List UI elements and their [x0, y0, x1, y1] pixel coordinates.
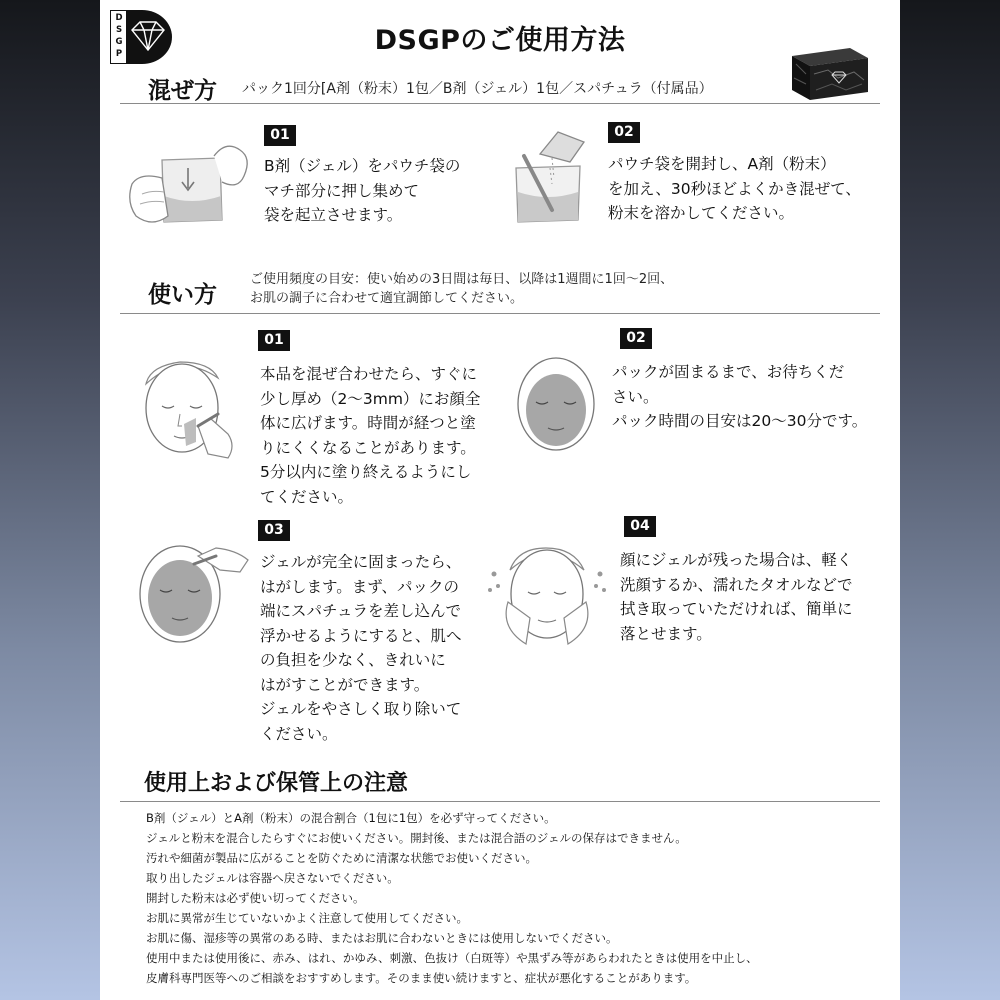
use-step-02-text: パックが固まるまで、お待ちくだ さい。 パック時間の目安は20〜30分です。 — [612, 363, 868, 430]
use-step-03-badge: 03 — [258, 520, 290, 541]
use-step-03-text: ジェルが完全に固まったら、 はがします。まず、パックの 端にスパチュラを差し込んで 浮かせるようにすると、肌へ の負担を少なく、きれいに はがすことができます。 ジェルをやさしく取り除いて ください。 — [260, 553, 462, 743]
caution-item: 汚れや細菌が製品に広がることを防ぐために清潔な状態でお使いください。 — [146, 851, 537, 865]
caution-item: 皮膚科専門医等へのご相談をおすすめします。そのまま使い続けますと、症状が悪化することがあります。 — [146, 971, 697, 985]
product-box-image — [788, 44, 870, 102]
caution-list — [146, 808, 866, 988]
mix-section-note: パック1回分[A剤（粉末）1包／B剤（ジェル）1包／スパチュラ（付属品） — [242, 81, 713, 97]
use-step-04-text: 顔にジェルが残った場合は、軽く 洗顔するか、濡れたタオルなどで 拭き取っていただければ、簡単に 落とせます。 — [620, 551, 853, 643]
face-mask-illustration — [512, 354, 600, 454]
face-peel-illustration — [128, 538, 258, 648]
caution-section-title: 使用上および保管上の注意 — [144, 771, 409, 796]
divider — [120, 801, 880, 802]
use-step-04-badge: 04 — [624, 516, 656, 537]
caution-item: お肌に傷、湿疹等の異常のある時、またはお肌に合わないときには使用しないでください。 — [146, 931, 618, 945]
face-wash-illustration — [486, 540, 608, 650]
use-step-01-badge: 01 — [258, 330, 290, 351]
use-section-title: 使い方 — [148, 282, 217, 308]
divider — [120, 313, 880, 314]
caution-item: 使用中または使用後に、赤み、はれ、かゆみ、刺激、色抜け（白斑等）や黒ずみ等があらわれたときは使用を中止し、 — [146, 951, 758, 965]
mix-step-01-badge: 01 — [264, 125, 296, 146]
caution-item: B剤（ジェル）とA剤（粉末）の混合割合（1包に1包）を必ず守ってください。 — [146, 811, 556, 825]
face-apply-illustration — [136, 354, 256, 464]
caution-item: 開封した粉末は必ず使い切ってください。 — [146, 891, 365, 905]
caution-item: 取り出したジェルは容器へ戻さないでください。 — [146, 871, 399, 885]
caution-item: お肌に異常が生じていないかよく注意して使用してください。 — [146, 911, 468, 925]
instruction-sheet — [100, 0, 900, 1000]
mix-step-02-text: パウチ袋を開封し、A剤（粉末） を加え、30秒ほどよくかき混ぜて、 粉末を溶かしてください。 — [608, 155, 861, 222]
use-section-note: ご使用頻度の目安：使い始めの3日間は毎日、以降は1週間に1回〜2回、 お肌の調子に合わせて適宜調節してください。 — [250, 272, 674, 306]
logo-text: DSGP — [115, 13, 123, 59]
mix-section-title: 混ぜ方 — [148, 78, 217, 104]
pouch-illustration — [122, 136, 257, 232]
caution-item: ジェルと粉末を混合したらすぐにお使いください。開封後、または混合語のジェルの保存はできません。 — [146, 831, 687, 845]
use-step-02-badge: 02 — [620, 328, 652, 349]
mix-step-01-text: B剤（ジェル）をパウチ袋の マチ部分に押し集めて 袋を起立させます。 — [264, 157, 461, 224]
pouring-illustration — [510, 128, 600, 224]
use-step-01-text: 本品を混ぜ合わせたら、すぐに 少し厚め（2〜3mm）にお顔全 体に広げます。時間が経つと塗 りにくくなることがあります。 5分以内に塗り終えるようにし てください。 — [260, 365, 481, 506]
divider — [120, 103, 880, 104]
mix-step-02-badge: 02 — [608, 122, 640, 143]
page-title: DSGPのご使用方法 — [374, 25, 626, 56]
